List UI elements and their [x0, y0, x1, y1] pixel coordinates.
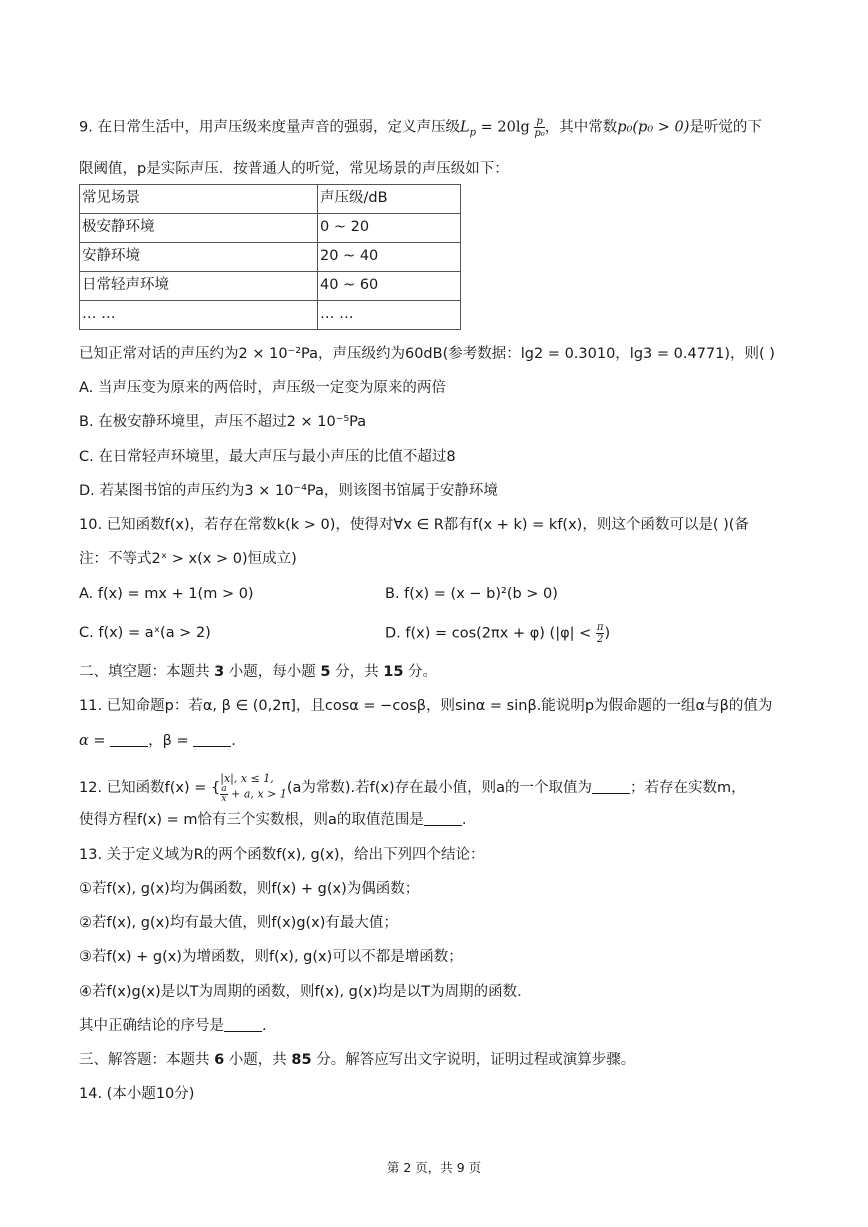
section3-n2: 85 — [291, 1052, 312, 1068]
section2-n3: 15 — [383, 664, 404, 680]
q12-line1 — [79, 772, 746, 804]
q9-line1 — [79, 116, 762, 144]
q10-line1: 10. 已知函数f(x)，若存在常数k(k > 0)，使得对∀x ∈ R都有f(x + k) = kf(x)，则这个函数可以是( )(备 — [79, 517, 749, 533]
page-footer: 第 2 页，共 9 页 — [386, 1160, 482, 1175]
table-row — [80, 301, 461, 330]
q10-d-pre: D. f(x) = cos(2πx + φ) (|φ| < — [385, 625, 596, 642]
q12-case2-den: x — [221, 794, 227, 804]
q13-statement-1: ①若f(x), g(x)均为偶函数，则f(x) + g(x)为偶函数； — [79, 881, 420, 897]
q9-formula-lhs: L — [459, 119, 470, 136]
q13-last — [79, 1015, 267, 1037]
q11-end: . — [231, 733, 236, 749]
q13-last-text: 其中正确结论的序号是 — [79, 1018, 224, 1034]
q9-formula-sub: p — [469, 127, 476, 139]
q11-sep: ，β = — [148, 733, 194, 749]
q10-d-post: ) — [604, 625, 611, 642]
table-row — [80, 185, 461, 214]
q9-fraction — [534, 116, 544, 139]
q10-option-b: B. f(x) = (x − b)²(b > 0) — [385, 586, 558, 602]
q9-frac-den: p₀ — [534, 128, 545, 139]
q12-case1: |x|, x ≤ 1, — [220, 772, 274, 785]
section2-mid2: 分，共 — [330, 664, 384, 680]
q12-pre: 12. 已知函数f(x) = { — [79, 780, 221, 796]
q10-option-d — [385, 622, 610, 645]
q13-line1: 13. 关于定义域为R的两个函数f(x), g(x)，给出下列四个结论： — [79, 847, 485, 863]
q9-text1: 9. 在日常生活中，用声压级来度量声音的强弱，定义声压级 — [79, 119, 460, 136]
q11-alpha: α = — [79, 733, 111, 749]
q9-option-b: B. 在极安静环境里，声压不超过2 × 10⁻⁵Pa — [79, 414, 367, 430]
q10-option-c: C. f(x) = aˣ(a > 2) — [79, 625, 211, 641]
q10-option-a: A. f(x) = mx + 1(m > 0) — [79, 586, 254, 602]
q10-d-num: π — [596, 622, 604, 633]
q12-line2-text: 使得方程f(x) = m恰有三个实数根，则a的取值范围是 — [79, 812, 424, 828]
table-header-level: 声压级/dB — [318, 185, 461, 214]
section2-heading — [79, 661, 437, 683]
section2-post: 分。 — [403, 664, 438, 680]
q11-line2 — [79, 730, 236, 752]
q9-text2: ，其中常数 — [544, 119, 618, 136]
q13-statement-4: ④若f(x)g(x)是以T为周期的函数，则f(x), g(x)均是以T为周期的函数． — [79, 984, 532, 1000]
q12-post2: ；若存在实数m， — [630, 780, 746, 796]
q14-heading: 14. (本小题10分) — [79, 1086, 195, 1102]
q9-const: p₀(p₀ > 0) — [617, 119, 690, 136]
table-cell: … … — [318, 301, 461, 330]
section2-pre: 二、填空题：本题共 — [79, 664, 215, 680]
q12-end: . — [461, 812, 467, 828]
section2-n2: 5 — [320, 664, 331, 680]
table-header-scene: 常见场景 — [80, 185, 318, 214]
table-row — [80, 272, 461, 301]
table-row — [80, 214, 461, 243]
table-cell: 40 ~ 60 — [318, 272, 461, 301]
q11-line1: 11. 已知命题p：若α, β ∈ (0,2π]，且cosα = −cosβ，则sinα = sinβ.能说明p为假命题的一组α与β的值为 — [79, 698, 773, 714]
answer-blank[interactable] — [224, 1017, 262, 1032]
q9-formula-eq: = 20lg — [476, 119, 530, 136]
sound-level-table — [79, 184, 461, 330]
answer-blank[interactable] — [193, 732, 231, 747]
q12-case2-num: a — [221, 784, 227, 794]
table-cell: 极安静环境 — [80, 214, 318, 243]
q9-stem: 已知正常对话的声压约为2 × 10⁻²Pa，声压级约为60dB(参考数据：lg2 = 0.3010，lg3 = 0.4771)，则( ) — [79, 346, 775, 362]
q12-case2-rest: + a, x > 1 — [227, 787, 287, 801]
q13-statement-2: ②若f(x), g(x)均有最大值，则f(x)g(x)有最大值； — [79, 915, 398, 931]
answer-blank[interactable] — [110, 732, 148, 747]
table-row — [80, 243, 461, 272]
table-cell: 20 ~ 40 — [318, 243, 461, 272]
section2-mid1: 小题，每小题 — [224, 664, 321, 680]
q10-line2: 注：不等式2ˣ > x(x > 0)恒成立) — [79, 551, 297, 567]
table-cell: 安静环境 — [80, 243, 318, 272]
section3-n1: 6 — [214, 1052, 225, 1068]
q10-d-den: 2 — [597, 634, 604, 645]
section3-heading — [79, 1049, 635, 1071]
q9-text3: 是听觉的下 — [689, 119, 762, 136]
q9-option-a: A. 当声压变为原来的两倍时，声压级一定变为原来的两倍 — [79, 380, 446, 396]
answer-blank[interactable] — [592, 779, 630, 794]
section3-mid: 小题，共 — [224, 1052, 292, 1068]
q9-frac-num: p — [534, 116, 544, 128]
q13-end: . — [262, 1018, 267, 1034]
section2-n1: 3 — [214, 664, 225, 680]
q12-case2-frac — [220, 785, 227, 804]
q13-statement-3: ③若f(x) + g(x)为增函数，则f(x), g(x)可以不都是增函数； — [79, 949, 463, 965]
q9-line2: 限阈值，p是实际声压．按普通人的听觉，常见场景的声压级如下： — [79, 161, 509, 177]
q12-cases — [220, 772, 287, 804]
section3-pre: 三、解答题：本题共 — [79, 1052, 215, 1068]
answer-blank[interactable] — [424, 811, 462, 826]
section3-post: 分。解答应写出文字说明，证明过程或演算步骤。 — [311, 1052, 636, 1068]
q12-line2 — [79, 809, 467, 831]
table-cell: … … — [80, 301, 318, 330]
table-cell: 0 ~ 20 — [318, 214, 461, 243]
q9-option-d: D. 若某图书馆的声压约为3 × 10⁻⁴Pa，则该图书馆属于安静环境 — [79, 483, 498, 499]
q12-post1: (a为常数).若f(x)存在最小值，则a的一个取值为 — [286, 780, 593, 796]
table-cell: 日常轻声环境 — [80, 272, 318, 301]
q9-option-c: C. 在日常轻声环境里，最大声压与最小声压的比值不超过8 — [79, 449, 456, 465]
